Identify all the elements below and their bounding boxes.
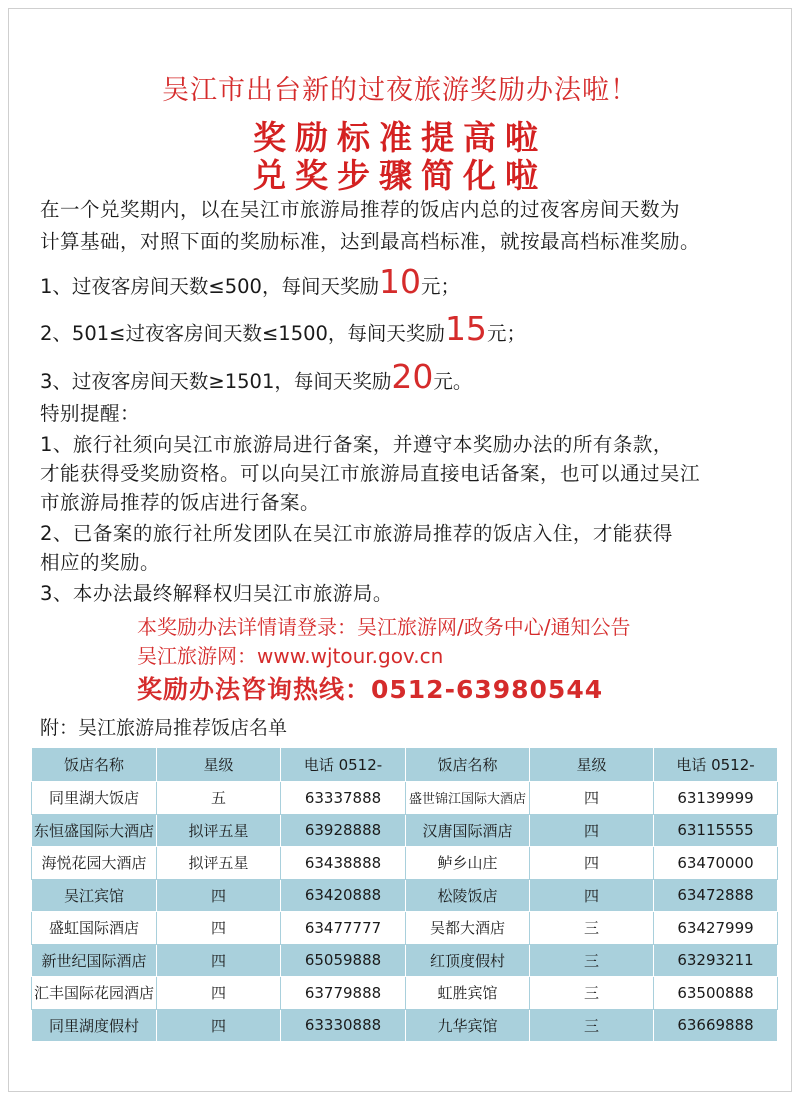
phone-cell: 63928888 <box>281 814 406 847</box>
hotel-name-cell: 新世纪国际酒店 <box>32 944 157 977</box>
header-hotel-name: 饭店名称 <box>406 748 530 782</box>
notice-line: 3、本办法最终解释权归吴江市旅游局。 <box>40 582 393 605</box>
hotel-name-cell: 鲈乡山庄 <box>406 847 530 880</box>
hotel-name-cell: 九华宾馆 <box>406 1009 530 1042</box>
hotel-name-cell: 汇丰国际花园酒店 <box>32 977 157 1010</box>
star-rating-cell: 四 <box>157 1009 281 1042</box>
header-star: 星级 <box>157 748 281 782</box>
star-rating-cell: 拟评五星 <box>157 847 281 880</box>
hotel-name-cell: 红顶度假村 <box>406 944 530 977</box>
star-rating-cell: 四 <box>157 879 281 912</box>
slogan-steps-simplified: 兑奖步骤简化啦 <box>253 156 547 195</box>
hotline: 奖励办法咨询热线：0512-63980544 <box>137 675 604 704</box>
phone-cell: 63115555 <box>654 814 778 847</box>
phone-cell: 63293211 <box>654 944 778 977</box>
hotel-name-cell: 吴都大酒店 <box>406 912 530 945</box>
phone-cell: 63470000 <box>654 847 778 880</box>
star-rating-cell: 四 <box>530 814 654 847</box>
rule-suffix: 元。 <box>433 370 473 393</box>
phone-cell: 63438888 <box>281 847 406 880</box>
phone-cell: 65059888 <box>281 944 406 977</box>
notice-line: 2、已备案的旅行社所发团队在吴江市旅游局推荐的饭店入住，才能获得 <box>40 522 673 545</box>
notice-line: 才能获得受奖励资格。可以向吴江市旅游局直接电话备案，也可以通过吴江 <box>40 462 701 485</box>
table-row <box>32 879 778 912</box>
reward-rule-3 <box>40 357 472 396</box>
rule-suffix: 元； <box>486 322 526 345</box>
reward-rule-2 <box>40 309 526 348</box>
star-rating-cell: 四 <box>530 782 654 815</box>
hotel-name-cell: 海悦花园大酒店 <box>32 847 157 880</box>
hotel-name-cell: 吴江宾馆 <box>32 879 157 912</box>
phone-cell: 63427999 <box>654 912 778 945</box>
slogan-standard-raised: 奖励标准提高啦 <box>253 118 547 157</box>
notice-line: 市旅游局推荐的饭店进行备案。 <box>40 491 321 514</box>
star-rating-cell: 四 <box>157 977 281 1010</box>
hotel-name-cell: 同里湖大饭店 <box>32 782 157 815</box>
phone-cell: 63779888 <box>281 977 406 1010</box>
table-row <box>32 782 778 815</box>
hotel-name-cell: 汉唐国际酒店 <box>406 814 530 847</box>
phone-cell: 63330888 <box>281 1009 406 1042</box>
notice-line: 1、旅行社须向吴江市旅游局进行备案，并遵守本奖励办法的所有条款， <box>40 433 673 456</box>
star-rating-cell: 四 <box>157 912 281 945</box>
rule-amount: 20 <box>391 357 434 396</box>
rule-amount: 15 <box>444 309 487 348</box>
table-row <box>32 1009 778 1042</box>
table-row <box>32 847 778 880</box>
attachment-title: 附：吴江旅游局推荐饭店名单 <box>40 717 288 739</box>
hotel-table <box>31 747 778 1042</box>
hotel-name-cell: 虹胜宾馆 <box>406 977 530 1010</box>
table-row <box>32 944 778 977</box>
rule-suffix: 元； <box>420 275 460 298</box>
rule-text: 3、过夜客房间天数≥1501，每间天奖励 <box>40 370 392 393</box>
star-rating-cell: 三 <box>530 977 654 1010</box>
phone-cell: 63472888 <box>654 879 778 912</box>
star-rating-cell: 四 <box>157 944 281 977</box>
star-rating-cell: 五 <box>157 782 281 815</box>
phone-cell: 63500888 <box>654 977 778 1010</box>
rule-text: 2、501≤过夜客房间天数≤1500，每间天奖励 <box>40 322 445 345</box>
header-phone: 电话 0512- <box>281 748 406 782</box>
details-link-line: 本奖励办法详情请登录：吴江旅游网/政务中心/通知公告 <box>137 615 631 639</box>
hotel-name-cell: 盛世锦江国际大酒店 <box>406 782 530 815</box>
phone-cell: 63337888 <box>281 782 406 815</box>
hotel-name-cell: 盛虹国际酒店 <box>32 912 157 945</box>
rule-amount: 10 <box>378 262 421 301</box>
page-title: 吴江市出台新的过夜旅游奖励办法啦！ <box>162 75 638 106</box>
intro-line-2: 计算基础，对照下面的奖励标准，达到最高档标准，就按最高档标准奖励。 <box>40 230 701 253</box>
hotel-name-cell: 松陵饭店 <box>406 879 530 912</box>
header-phone: 电话 0512- <box>654 748 778 782</box>
star-rating-cell: 四 <box>530 847 654 880</box>
notice-heading: 特别提醒： <box>40 402 141 425</box>
table-row <box>32 912 778 945</box>
hotel-name-cell: 同里湖度假村 <box>32 1009 157 1042</box>
header-hotel-name: 饭店名称 <box>32 748 157 782</box>
table-row <box>32 814 778 847</box>
phone-cell: 63669888 <box>654 1009 778 1042</box>
star-rating-cell: 三 <box>530 1009 654 1042</box>
rule-text: 1、过夜客房间天数≤500，每间天奖励 <box>40 275 379 298</box>
header-star: 星级 <box>530 748 654 782</box>
phone-cell: 63477777 <box>281 912 406 945</box>
star-rating-cell: 四 <box>530 879 654 912</box>
hotel-name-cell: 东恒盛国际大酒店 <box>32 814 157 847</box>
table-header-row <box>32 748 778 782</box>
phone-cell: 63420888 <box>281 879 406 912</box>
notice-line: 相应的奖励。 <box>40 551 161 574</box>
phone-cell: 63139999 <box>654 782 778 815</box>
reward-rule-1 <box>40 262 460 301</box>
star-rating-cell: 三 <box>530 912 654 945</box>
intro-line-1: 在一个兑奖期内，以在吴江市旅游局推荐的饭店内总的过夜客房间天数为 <box>40 198 681 221</box>
website-line: 吴江旅游网：www.wjtour.gov.cn <box>137 644 444 668</box>
star-rating-cell: 三 <box>530 944 654 977</box>
table-row <box>32 977 778 1010</box>
star-rating-cell: 拟评五星 <box>157 814 281 847</box>
